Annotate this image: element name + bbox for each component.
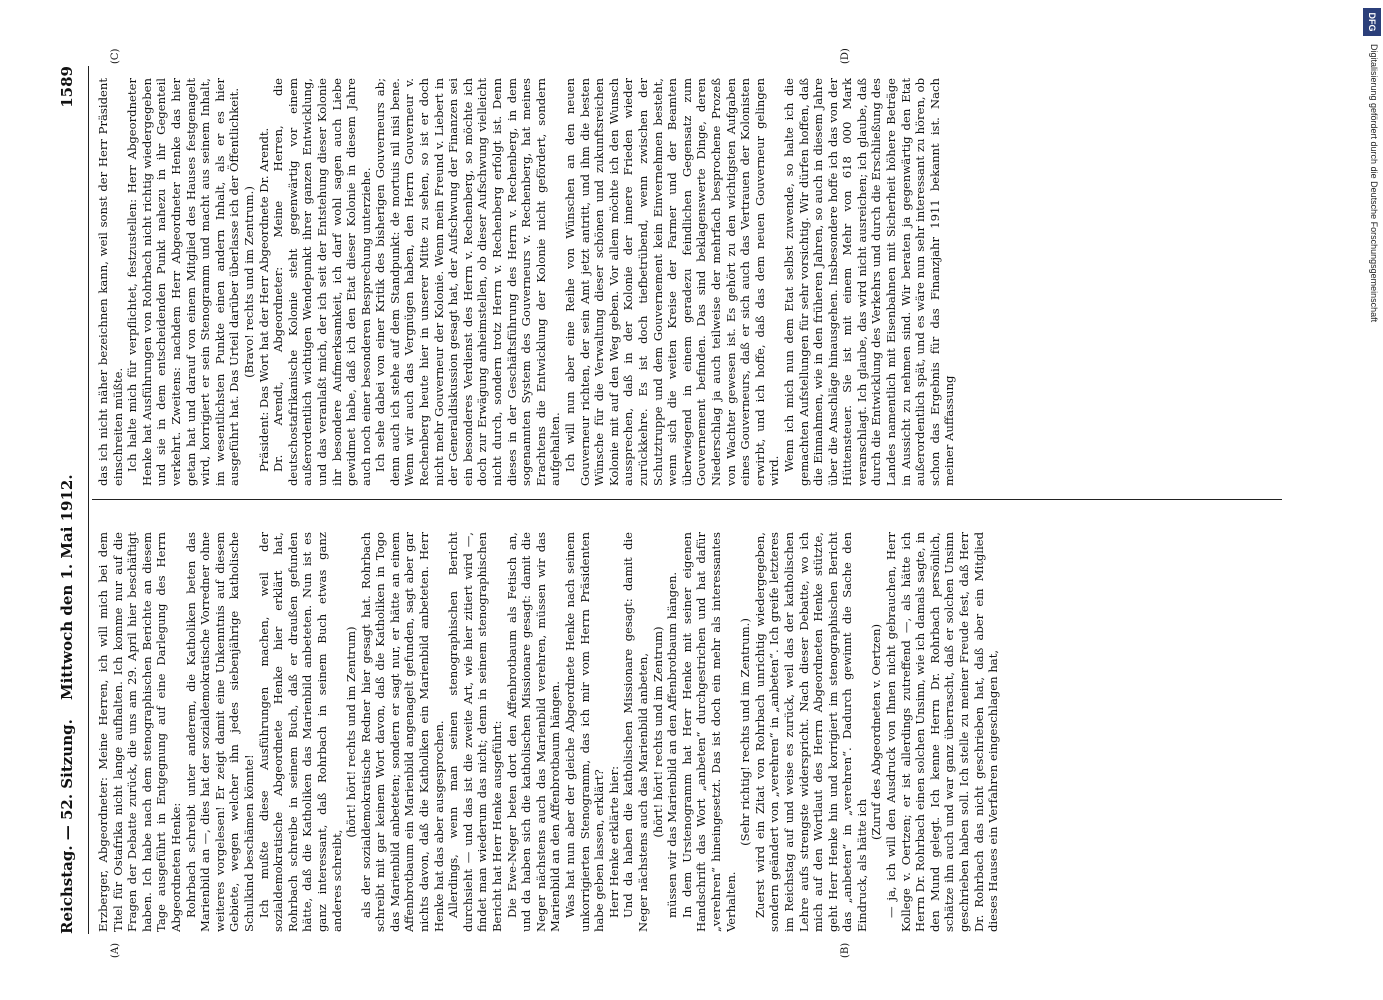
paragraph: Und da haben die katholischen Missionare gesagt: damit die Neger nächstens auch das Marienbild anbeten, bbox=[621, 532, 650, 932]
paragraph: — ja, ich will den Ausdruck von Ihnen nicht gebrauchen, Herr Kollege v. Oertzen; er ist allerdings zutreffend —, als hätte ich Herrn Dr. Rohrbach einen solchen Unsinn, wie ich damals sagte, in den Mund gelegt. Ich kenne Herrn Dr. Rohrbach persönlich, schätze ihn auch und war ganz überrascht, daß er solchen Unsinn geschrieben haben soll. Ich stelle zu meiner Freude fest, daß Herr Dr. Rohrbach das nicht geschrieben hat, daß aber ein Mitglied dieses Hauses ein Verfahren eingeschlagen hat, bbox=[884, 532, 1001, 932]
interjection: (Bravo! rechts und im Zentrum.) bbox=[241, 186, 256, 378]
paragraph: In dem Urstenogramm hat Herr Henke mit seiner eigenen Handschrift das Wort „anbeten“ durchgestrichen und hat dafür „verehren“ hineingesetzt. Das ist doch ein mehr als interessantes Verhalten. bbox=[679, 532, 738, 932]
margin-marker-b: (B) bbox=[840, 942, 851, 958]
paragraph: Ich sehe dabei von einer Kritik des bisherigen Gouverneurs ab; denn auch ich stehe auf dem Standpunkt: de mortuis nil nisi bene. Wenn wir auch das Vergnügen haben, den Herrn Gouverneur v. Rechenberg heute hier in unserer Mitte zu sehen, so ist er doch nicht mehr Gouverneur der Kolonie. Wenn mein Freund v. Liebert in der Generaldiskussion gesagt hat, der Aufschwung der Finanzen sei ein besonderes Verdienst des Herrn v. Rechenberg, so möchte ich doch zur Erwägung anheimstellen, ob dieser Aufschwung vielleicht nicht durch, sondern trotz Herrn v. Rechenberg erfolgt ist. Denn dieses in der Geschäftsführung des Herrn v. Rechenberg, in dem sogenannten System des Gouverneurs v. Rechenberg, hat meines Erachtens die Entwicklung der Kolonie nicht gefördert, sondern aufgehalten. bbox=[373, 78, 563, 486]
page-header bbox=[58, 0, 84, 1000]
paragraph: Was hat nun aber der gleiche Abgeordnete Henke nach seinem unkorrigierten Stenogramm, das ich mir vom Herrn Präsidenten habe geben lassen, erklärt? bbox=[563, 532, 607, 932]
interjection: (Zuruf des Abgeordneten v. Oertzen) bbox=[869, 623, 884, 841]
paragraph: Allerdings, wenn man seinen stenographischen Bericht durchsieht — und das ist die zweite Art, wie hier zitiert wird —, findet man wiederum das nicht; denn in seinem stenographischen Bericht hat Herr Henke ausgeführt: bbox=[446, 532, 505, 932]
paragraph: Die Ewe-Neger beten dort den Affenbrotbaum als Fetisch an, und da haben sich die katholischen Missionare gesagt: damit die Neger nächstens auch das Marienbild verehren, müssen wir das Marienbild an den Affenbrotbaum hängen. bbox=[504, 532, 563, 932]
header-session: Reichstag. — 52. Sitzung. bbox=[58, 719, 76, 934]
dfg-logo-icon: DFG bbox=[1363, 8, 1381, 36]
paragraph: müssen wir das Marienbild an den Affenbrotbaum hängen. bbox=[665, 571, 680, 918]
digitization-credit bbox=[1361, 0, 1383, 1000]
header-date: Mittwoch den 1. Mai 1912. bbox=[58, 474, 76, 700]
paragraph: das ich nicht näher bezeichnen kann, weil sonst der Herr Präsident einschreiten müßte. bbox=[96, 78, 125, 486]
paragraph: Erzberger, Abgeordneter: Meine Herren, ich will mich bei dem Titel für Ostafrika nicht lange aufhalten. Ich komme nur auf die Fragen der Debatte zurück, die uns am 29. April hier beschäftigt haben. Ich habe nach dem stenographischen Berichte an diesem Tage ausgeführt in Entgegnung auf eine Darlegung des Herrn Abgeordneten Henke: bbox=[96, 532, 183, 932]
paragraph: Ich halte mich für verpflichtet, festzustellen: Herr Abgeordneter Henke hat Ausführungen von Rohrbach nicht richtig wiedergegeben und sie in dem entscheidenden Punkt nahezu in ihr Gegenteil verkehrt. Zweitens: nachdem Herr Abgeordneter Henke das hier getan hat und darauf von einem Mitglied des Hauses festgenagelt wird, korrigiert er sein Stenogramm und macht aus seinem Inhalt, im wesentlichsten Punkte einen andern Inhalt, als er es hier ausgeführt hat. Das Urteil darüber überlasse ich der Öffentlichkeit. bbox=[125, 78, 242, 486]
paragraph: Präsident: Das Wort hat der Herr Abgeordnete Dr. Arendt. bbox=[256, 127, 271, 472]
paragraph: Ich will nun aber eine Reihe von Wünschen an den neuen Gouverneur richten, der sein Amt jetzt antritt, und ihm die besten Wünsche für die Verwaltung dieser schönen und zukunftsreichen Kolonie mit auf den Weg geben. Vor allem möchte ich den Wunsch aussprechen, daß in der Kolonie der innere Frieden wieder zurückkehre. Es ist doch tiefbetrübend, wenn zwischen der Schutztruppe und dem Gouvernement kein Einvernehmen besteht, wenn sich die weiten Kreise der Farmer und der Beamten überwiegend in einem geradezu feindlichen Gegensatz zum Gouvernement befinden. Das sind beklagenswerte Dinge, deren Niederschlag ja auch teilweise der mehrfach besprochene Prozeß von Wachter gewesen ist. Es gehört zu den wichtigsten Aufgaben eines Gouverneurs, daß er sich auch das Vertrauen der Kolonisten erwirbt, und ich hoffe, daß das dem neuen Gouverneur gelingen wird. bbox=[563, 78, 782, 486]
margin-marker-a: (A) bbox=[110, 942, 121, 958]
credit-text: Digitalisierung gefördert durch die Deutsche Forschungsgemeinschaft bbox=[1369, 44, 1379, 323]
paragraph: Ich mußte diese Ausführungen machen, weil der sozialdemokratische Abgeordnete Henke hier erklärt hat, Rohrbach schreibe in seinem Buch, daß er draußen gefunden hätte, daß die Katholiken das Marienbild anbeteten. Nun ist es ganz interessant, daß Rohrbach in seinem Buch etwas ganz anderes schreibt, bbox=[256, 532, 344, 932]
paragraph: Rohrbach schreibt unter anderem, die Katholiken beten das Marienbild an —, dies hat der sozialdemokratische Vorredner ohne weiteres vorgelesen! Er zeigt damit eine Unkenntnis auf diesem Gebiete, wegen welcher ihn jedes siebenjährige katholische Schulkind beschämen könnte! bbox=[183, 532, 256, 932]
interjection: (Sehr richtig! rechts und im Zentrum.) bbox=[738, 618, 753, 846]
paragraph: Wenn ich mich nun dem Etat selbst zuwende, so halte ich die gemachten Aufstellungen für sehr vorsichtig. Wir dürfen hoffen, daß die Einnahmen, wie in den früheren Jahren, so auch in diesem Jahre über die Anschläge hinausgehen. Insbesondere hoffe ich das von der Hüttensteuer. Sie ist mit einem Mehr von 618 000 Mark veranschlagt. Ich glaube, das wird nicht ausreichen; ich glaube, daß durch die Entwicklung des Verkehrs und durch die Erschließung des Landes namentlich mit Eisenbahnen mit Sicherheit höhere Beträge in Aussicht zu nehmen sind. Wir beraten ja gegenwärtig den Etat außerordentlich spät, und es wäre nun sehr interessant zu hören, ob schon das Ergebnis für das Finanzjahr 1911 bekannt ist. Nach meiner Auffassung bbox=[781, 78, 957, 486]
paragraph: Dr. Arendt, Abgeordneter: Meine Herren, die deutschostafrikanische Kolonie steht gegenwärtig vor einem außerordentlich wichtigen Wendepunkt ihrer ganzen Entwicklung, und das veranlaßt mich, der ich seit der Entstehung dieser Kolonie ihr besondere Aufmerksamkeit, ich darf wohl sagen auch Liebe gewidmet habe, daß ich den Etat dieser Kolonie in diesem Jahre auch noch einer besonderen Besprechung unterziehe. bbox=[271, 78, 373, 486]
paragraph: Herr Henke erklärte hier: bbox=[606, 765, 621, 918]
left-column bbox=[96, 532, 1282, 932]
paragraph: Zuerst wird ein Zitat von Rohrbach unrichtig wiedergegeben, sondern geändert von „verehren“ in „anbeten“. Ich greife letzteres im Reichstag auf und weise es zurück, weil das der katholischen Lehre aufs strengste widerspricht. Nach dieser Debatte, wo ich mich auf den Wortlaut des Herrn Abgeordneten Henke stützte, geht Herr Henke hin und korrigiert im stenographischen Bericht das „anbeten“ in „verehren“. Dadurch gewinnt die Sache den Eindruck, als hätte ich bbox=[752, 532, 869, 932]
paragraph: als der sozialdemokratische Redner hier gesagt hat. Rohrbach schreibt mit gar keinem Wort davon, daß die Katholiken in Togo das Marienbild anbeteten; sondern er sagt nur, er hätte an einem Affenbrotbaum ein Marienbild angenagelt gefunden, sagt aber gar nichts davon, daß die Katholiken ein Marienbild anbeteten. Herr Henke hat das aber ausgesprochen. bbox=[358, 532, 446, 932]
column-separator bbox=[92, 499, 1282, 500]
margin-marker-d: (D) bbox=[840, 48, 851, 64]
margin-marker-c: (C) bbox=[110, 48, 121, 64]
interjection: (hört! hört! rechts und im Zentrum) bbox=[650, 626, 665, 838]
header-rule bbox=[88, 66, 89, 934]
page-number: 1589 bbox=[58, 66, 76, 108]
interjection: (hört! hört! rechts und im Zentrum) bbox=[344, 626, 359, 838]
right-column bbox=[96, 78, 1282, 486]
